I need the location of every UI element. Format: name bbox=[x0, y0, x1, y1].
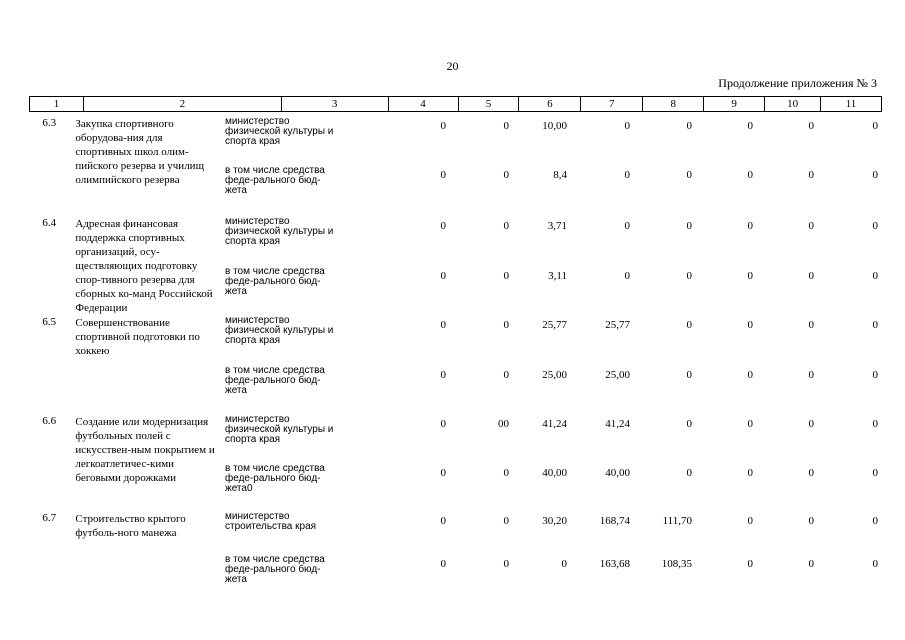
header-cell: 11 bbox=[845, 98, 857, 110]
value-cell: 0 bbox=[872, 467, 878, 479]
value-cell: 0 bbox=[808, 418, 814, 430]
executor-cell: министерство физической культуры и спорта края bbox=[225, 116, 334, 147]
value-cell: 0 bbox=[503, 515, 509, 527]
value-cell: 00 bbox=[498, 418, 509, 430]
value-cell: 0 bbox=[686, 220, 692, 232]
executor-cell: в том числе средства феде-рального бюд-жета bbox=[225, 554, 325, 585]
value-cell: 0 bbox=[808, 515, 814, 527]
value-cell: 0 bbox=[503, 220, 509, 232]
header-cell: 8 bbox=[643, 97, 704, 111]
value-cell: 25,00 bbox=[605, 369, 630, 381]
value-cell: 0 bbox=[747, 319, 753, 331]
header-cell: 5 bbox=[459, 97, 520, 111]
executor-cell: в том числе средства феде-рального бюд-жета bbox=[225, 266, 325, 297]
value-cell: 0 bbox=[808, 169, 814, 181]
value-cell: 40,00 bbox=[605, 467, 630, 479]
value-cell: 0 bbox=[440, 515, 446, 527]
value-cell: 0 bbox=[872, 418, 878, 430]
value-cell: 0 bbox=[440, 270, 446, 282]
executor-cell: в том числе средства феде-рального бюд-жета0 bbox=[225, 463, 325, 494]
row-number: 6.7 bbox=[42, 512, 57, 524]
value-cell: 40,00 bbox=[542, 467, 567, 479]
value-cell: 0 bbox=[747, 120, 753, 132]
value-cell: 0 bbox=[440, 418, 446, 430]
table-body bbox=[29, 117, 882, 602]
value-cell: 0 bbox=[503, 369, 509, 381]
executor-cell: министерство физической культуры и спорта края bbox=[225, 216, 334, 247]
value-cell: 0 bbox=[440, 558, 446, 570]
value-cell: 25,00 bbox=[542, 369, 567, 381]
table-row bbox=[29, 217, 882, 316]
value-cell: 0 bbox=[808, 270, 814, 282]
header-cell: 7 bbox=[581, 97, 643, 111]
value-cell: 111,70 bbox=[662, 515, 692, 527]
table-header bbox=[29, 96, 882, 112]
value-cell: 0 bbox=[808, 319, 814, 331]
value-cell: 41,24 bbox=[605, 418, 630, 430]
value-cell: 0 bbox=[747, 270, 753, 282]
value-cell: 0 bbox=[624, 169, 630, 181]
executor-cell: в том числе средства феде-рального бюд-жета bbox=[225, 365, 325, 396]
value-cell: 0 bbox=[747, 467, 753, 479]
value-cell: 0 bbox=[872, 515, 878, 527]
value-cell: 0 bbox=[440, 220, 446, 232]
value-cell: 0 bbox=[686, 418, 692, 430]
header-cell: 9 bbox=[704, 97, 765, 111]
value-cell: 0 bbox=[503, 120, 509, 132]
row-title: Адресная финансовая поддержка спортивных организаций, осу-ществляющих подготовку спор-тивного резерва для сборных ко-манд Российской Федерации bbox=[75, 218, 213, 314]
value-cell: 0 bbox=[440, 467, 446, 479]
value-cell: 0 bbox=[440, 120, 446, 132]
value-cell: 3,71 bbox=[547, 220, 567, 232]
value-cell: 0 bbox=[872, 169, 878, 181]
value-cell: 0 bbox=[747, 558, 753, 570]
row-title: Строительство крытого футболь-ного манежа bbox=[75, 513, 186, 539]
table-row bbox=[29, 316, 882, 415]
value-cell: 0 bbox=[872, 120, 878, 132]
value-cell: 0 bbox=[624, 220, 630, 232]
row-title: Создание или модернизация футбольных полей с искусствен-ным покрытием и легкоатлетичес-кими беговыми дорожками bbox=[75, 416, 215, 484]
value-cell: 0 bbox=[808, 558, 814, 570]
table-row bbox=[29, 415, 882, 512]
row-title: Совершенствование спортивной подготовки по хоккею bbox=[75, 317, 200, 357]
table-row bbox=[29, 117, 882, 217]
row-number: 6.3 bbox=[42, 117, 57, 129]
row-number: 6.4 bbox=[42, 217, 57, 229]
value-cell: 0 bbox=[747, 515, 753, 527]
value-cell: 0 bbox=[872, 220, 878, 232]
value-cell: 0 bbox=[808, 120, 814, 132]
value-cell: 0 bbox=[808, 220, 814, 232]
value-cell: 0 bbox=[503, 558, 509, 570]
value-cell: 10,00 bbox=[542, 120, 567, 132]
value-cell: 0 bbox=[747, 418, 753, 430]
value-cell: 0 bbox=[686, 369, 692, 381]
value-cell: 0 bbox=[747, 169, 753, 181]
executor-cell: министерство физической культуры и спорта края bbox=[225, 414, 334, 445]
header-cell: 3 bbox=[282, 97, 389, 111]
header-cell: 2 bbox=[84, 97, 282, 111]
value-cell: 0 bbox=[503, 467, 509, 479]
row-title: Закупка спортивного оборудова-ния для спортивных школ олим-пийского резерва и училищ олимпийского резерва bbox=[75, 118, 205, 186]
row-number: 6.6 bbox=[42, 415, 57, 427]
value-cell: 0 bbox=[503, 169, 509, 181]
value-cell: 0 bbox=[747, 220, 753, 232]
row-number: 6.5 bbox=[42, 316, 57, 328]
value-cell: 0 bbox=[440, 169, 446, 181]
value-cell: 0 bbox=[624, 120, 630, 132]
value-cell: 163,68 bbox=[599, 558, 630, 570]
value-cell: 0 bbox=[747, 369, 753, 381]
value-cell: 0 bbox=[686, 120, 692, 132]
value-cell: 0 bbox=[686, 467, 692, 479]
value-cell: 0 bbox=[872, 369, 878, 381]
value-cell: 108,35 bbox=[661, 558, 692, 570]
value-cell: 0 bbox=[503, 319, 509, 331]
table-row bbox=[29, 512, 882, 602]
value-cell: 0 bbox=[872, 319, 878, 331]
value-cell: 0 bbox=[503, 270, 509, 282]
value-cell: 0 bbox=[808, 467, 814, 479]
executor-cell: министерство физической культуры и спорта края bbox=[225, 315, 334, 346]
value-cell: 25,77 bbox=[605, 319, 630, 331]
value-cell: 0 bbox=[686, 319, 692, 331]
value-cell: 0 bbox=[872, 270, 878, 282]
value-cell: 168,74 bbox=[599, 515, 630, 527]
executor-cell: министерство строительства края bbox=[225, 511, 317, 532]
continuation-label: Продолжение приложения № 3 bbox=[718, 76, 877, 90]
value-cell: 0 bbox=[440, 319, 446, 331]
value-cell: 0 bbox=[561, 558, 567, 570]
header-cell: 6 bbox=[519, 97, 581, 111]
value-cell: 0 bbox=[872, 558, 878, 570]
header-cell: 1 bbox=[30, 97, 84, 111]
page-number: 20 bbox=[446, 59, 459, 73]
value-cell: 0 bbox=[686, 270, 692, 282]
value-cell: 0 bbox=[808, 369, 814, 381]
header-cell: 10 bbox=[765, 97, 821, 111]
value-cell: 0 bbox=[440, 369, 446, 381]
value-cell: 41,24 bbox=[542, 418, 567, 430]
value-cell: 8,4 bbox=[553, 169, 567, 181]
value-cell: 25,77 bbox=[542, 319, 567, 331]
executor-cell: в том числе средства феде-рального бюд-жета bbox=[225, 165, 325, 196]
header-cell: 4 bbox=[389, 97, 459, 111]
value-cell: 3,11 bbox=[548, 270, 567, 282]
value-cell: 0 bbox=[624, 270, 630, 282]
value-cell: 0 bbox=[686, 169, 692, 181]
value-cell: 30,20 bbox=[542, 515, 567, 527]
